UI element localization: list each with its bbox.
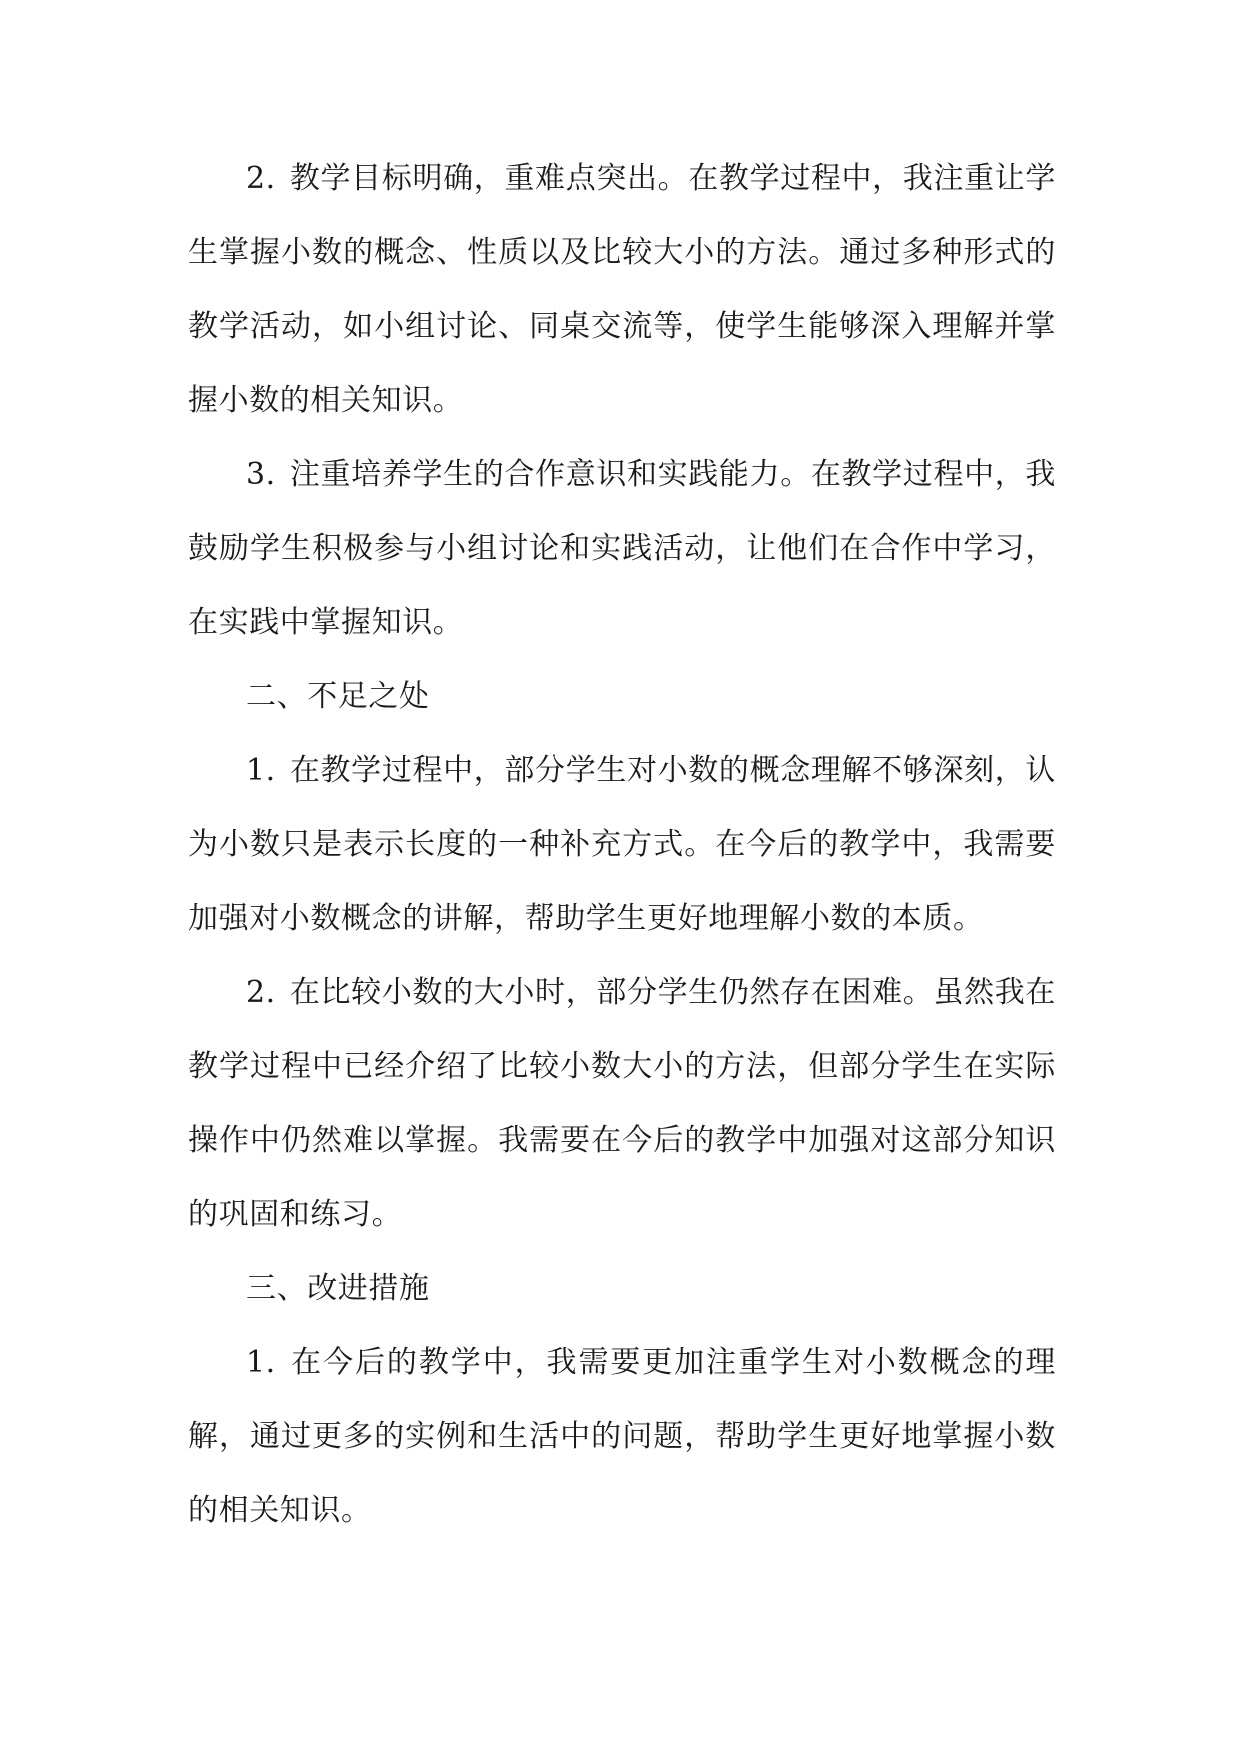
- section-heading-shortcomings: 二、不足之处: [246, 679, 430, 714]
- document-body: [188, 142, 1056, 1548]
- paragraph-text: 在比较小数的大小时，部分学生仍然存在困难。虽然我在教学过程中已经介绍了比较小数大小的方法，但部分学生在实际操作中仍然难以掌握。我需要在今后的教学中加强对这部分知识的巩固和练习。: [188, 975, 1056, 1232]
- section-heading-improvements: 三、改进措施: [246, 1271, 430, 1306]
- paragraph-text: 在今后的教学中，我需要更加注重学生对小数概念的理解，通过更多的实例和生活中的问题，帮助学生更好地掌握小数的相关知识。: [188, 1345, 1056, 1528]
- item-number: 2.: [246, 975, 276, 1010]
- paragraph-text: 教学目标明确，重难点突出。在教学过程中，我注重让学生掌握小数的概念、性质以及比较大小的方法。通过多种形式的教学活动，如小组讨论、同桌交流等，使学生能够深入理解并掌握小数的相关知识。: [188, 161, 1056, 418]
- paragraph-text: 注重培养学生的合作意识和实践能力。在教学过程中，我鼓励学生积极参与小组讨论和实践活动，让他们在合作中学习，在实践中掌握知识。: [188, 457, 1056, 640]
- paragraph-text: 在教学过程中，部分学生对小数的概念理解不够深刻，认为小数只是表示长度的一种补充方式。在今后的教学中，我需要加强对小数概念的讲解，帮助学生更好地理解小数的本质。: [188, 753, 1056, 936]
- paragraph-item-3: [188, 438, 1056, 660]
- item-number: 1.: [246, 753, 276, 788]
- item-number: 2.: [246, 161, 276, 196]
- paragraph-item-2: [188, 956, 1056, 1252]
- item-number: 1.: [246, 1345, 276, 1380]
- paragraph-item-1: [188, 1326, 1056, 1548]
- paragraph-item-2: [188, 142, 1056, 438]
- paragraph-item-1: [188, 734, 1056, 956]
- item-number: 3.: [246, 457, 276, 492]
